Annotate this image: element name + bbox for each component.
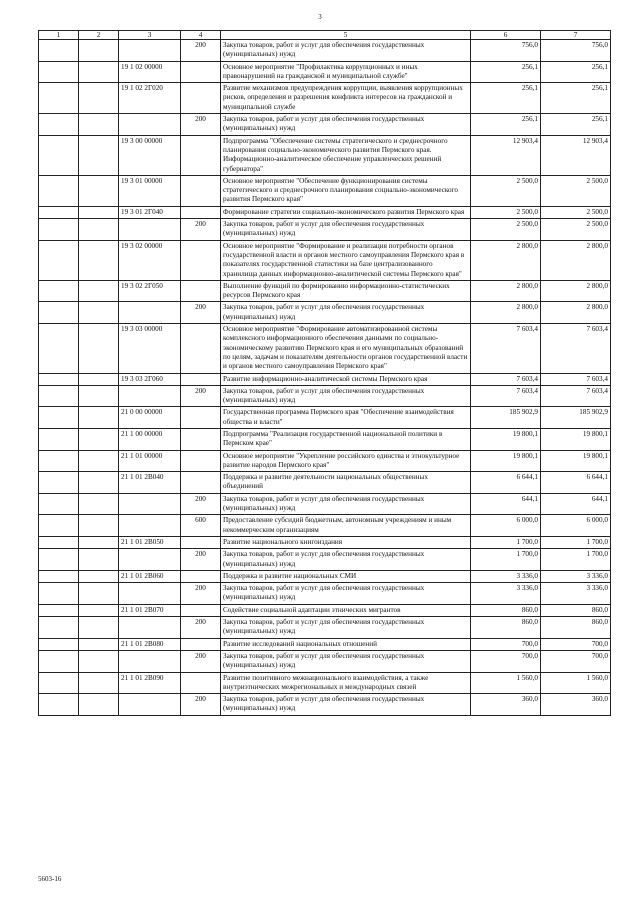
table-row bbox=[39, 515, 611, 537]
cell-amount-col7: 2 800,0 bbox=[541, 280, 611, 302]
cell-col2 bbox=[79, 114, 119, 136]
table-row bbox=[39, 549, 611, 571]
table-row bbox=[39, 206, 611, 218]
table-row bbox=[39, 570, 611, 582]
table-row bbox=[39, 324, 611, 373]
cell-col1 bbox=[39, 219, 79, 241]
cell-name: Закупка товаров, работ и услуг для обеспечения государственных (муниципальных) нужд bbox=[221, 219, 471, 241]
cell-name: Выполнение функций по формированию информационно-статистических ресурсов Пермского края bbox=[221, 280, 471, 302]
cell-col2 bbox=[79, 672, 119, 694]
cell-name: Закупка товаров, работ и услуг для обеспечения государственных (муниципальных) нужд bbox=[221, 583, 471, 605]
column-header: 2 bbox=[79, 31, 119, 40]
cell-col1 bbox=[39, 206, 79, 218]
cell-expense-type: 200 bbox=[181, 549, 221, 571]
cell-col2 bbox=[79, 280, 119, 302]
cell-name: Развитие национального книгоиздания bbox=[221, 536, 471, 548]
cell-col1 bbox=[39, 83, 79, 114]
cell-name: Закупка товаров, работ и услуг для обеспечения государственных (муниципальных) нужд bbox=[221, 114, 471, 136]
cell-col2 bbox=[79, 324, 119, 373]
table-row bbox=[39, 583, 611, 605]
cell-col2 bbox=[79, 617, 119, 639]
cell-col2 bbox=[79, 450, 119, 472]
cell-amount-col6: 3 336,0 bbox=[471, 570, 541, 582]
cell-expense-type bbox=[181, 672, 221, 694]
cell-expense-type: 600 bbox=[181, 515, 221, 537]
cell-amount-col7: 2 500,0 bbox=[541, 175, 611, 206]
cell-expense-type bbox=[181, 240, 221, 280]
cell-col1 bbox=[39, 373, 79, 385]
cell-col1 bbox=[39, 583, 79, 605]
table-row bbox=[39, 373, 611, 385]
table-row bbox=[39, 61, 611, 83]
cell-name: Закупка товаров, работ и услуг для обеспечения государственных (муниципальных) нужд bbox=[221, 40, 471, 62]
cell-amount-col7: 700,0 bbox=[541, 650, 611, 672]
cell-amount-col6: 12 903,4 bbox=[471, 135, 541, 175]
cell-expense-type bbox=[181, 61, 221, 83]
cell-expense-type bbox=[181, 135, 221, 175]
cell-target-code: 19 3 02 00000 bbox=[119, 240, 181, 280]
cell-expense-type bbox=[181, 450, 221, 472]
cell-target-code: 21 1 01 2В040 bbox=[119, 472, 181, 494]
column-header: 7 bbox=[541, 31, 611, 40]
cell-target-code: 19 3 01 00000 bbox=[119, 175, 181, 206]
cell-expense-type: 200 bbox=[181, 493, 221, 515]
table-row bbox=[39, 83, 611, 114]
cell-amount-col7: 2 500,0 bbox=[541, 206, 611, 218]
cell-expense-type bbox=[181, 638, 221, 650]
cell-name: Развитие информационно-аналитической системы Пермского края bbox=[221, 373, 471, 385]
cell-amount-col6: 3 336,0 bbox=[471, 583, 541, 605]
cell-amount-col7: 1 700,0 bbox=[541, 536, 611, 548]
cell-name: Закупка товаров, работ и услуг для обеспечения государственных (муниципальных) нужд bbox=[221, 549, 471, 571]
cell-amount-col6: 6 644,1 bbox=[471, 472, 541, 494]
cell-col2 bbox=[79, 536, 119, 548]
cell-amount-col6: 7 603,4 bbox=[471, 324, 541, 373]
table-row bbox=[39, 175, 611, 206]
cell-expense-type bbox=[181, 604, 221, 616]
cell-amount-col7: 700,0 bbox=[541, 638, 611, 650]
table-row bbox=[39, 604, 611, 616]
table-header-row bbox=[39, 31, 611, 40]
cell-amount-col7: 1 700,0 bbox=[541, 549, 611, 571]
cell-col1 bbox=[39, 40, 79, 62]
table-row bbox=[39, 114, 611, 136]
table-row bbox=[39, 135, 611, 175]
cell-col1 bbox=[39, 61, 79, 83]
cell-col2 bbox=[79, 515, 119, 537]
cell-amount-col6: 256,1 bbox=[471, 114, 541, 136]
budget-table bbox=[38, 30, 611, 716]
cell-amount-col6: 2 800,0 bbox=[471, 280, 541, 302]
cell-amount-col7: 12 903,4 bbox=[541, 135, 611, 175]
table-row bbox=[39, 694, 611, 716]
cell-col2 bbox=[79, 493, 119, 515]
cell-amount-col7: 2 800,0 bbox=[541, 240, 611, 280]
cell-amount-col6: 2 500,0 bbox=[471, 175, 541, 206]
cell-col2 bbox=[79, 302, 119, 324]
table-row bbox=[39, 617, 611, 639]
cell-name: Закупка товаров, работ и услуг для обеспечения государственных (муниципальных) нужд bbox=[221, 385, 471, 407]
cell-amount-col7: 256,1 bbox=[541, 114, 611, 136]
cell-name: Основное мероприятие "Формирование автоматизированной системы комплексного информационного обеспечения данными по социально-экономическому развитию Пермского края и его муниципальных образований по целям, задачам и показателям деятельности органов государственной власти и органов местного самоуправления Пермского края" bbox=[221, 324, 471, 373]
table-row bbox=[39, 672, 611, 694]
cell-target-code bbox=[119, 114, 181, 136]
cell-col1 bbox=[39, 175, 79, 206]
cell-name: Формирование стратегии социально-экономического развития Пермского края bbox=[221, 206, 471, 218]
cell-expense-type bbox=[181, 472, 221, 494]
cell-col1 bbox=[39, 450, 79, 472]
cell-expense-type: 200 bbox=[181, 650, 221, 672]
cell-amount-col7: 756,0 bbox=[541, 40, 611, 62]
cell-amount-col7: 2 500,0 bbox=[541, 219, 611, 241]
cell-col2 bbox=[79, 175, 119, 206]
cell-amount-col7: 2 800,0 bbox=[541, 302, 611, 324]
cell-expense-type bbox=[181, 428, 221, 450]
cell-col2 bbox=[79, 570, 119, 582]
cell-col2 bbox=[79, 604, 119, 616]
table-row bbox=[39, 450, 611, 472]
cell-amount-col7: 3 336,0 bbox=[541, 583, 611, 605]
cell-name: Развитие позитивного межнационального взаимодействия, а также внутриэтнических межрегиональных и международных связей bbox=[221, 672, 471, 694]
cell-amount-col7: 7 603,4 bbox=[541, 385, 611, 407]
cell-expense-type bbox=[181, 324, 221, 373]
cell-col1 bbox=[39, 407, 79, 429]
cell-expense-type bbox=[181, 407, 221, 429]
cell-amount-col6: 860,0 bbox=[471, 617, 541, 639]
cell-col1 bbox=[39, 240, 79, 280]
column-header: 3 bbox=[119, 31, 181, 40]
cell-amount-col7: 360,0 bbox=[541, 694, 611, 716]
cell-col2 bbox=[79, 219, 119, 241]
cell-amount-col6: 256,1 bbox=[471, 83, 541, 114]
cell-col2 bbox=[79, 694, 119, 716]
cell-expense-type: 200 bbox=[181, 40, 221, 62]
cell-amount-col6: 2 500,0 bbox=[471, 206, 541, 218]
cell-target-code bbox=[119, 219, 181, 241]
cell-name: Предоставление субсидий бюджетным, автономным учреждениям и иным некоммерческим организациям bbox=[221, 515, 471, 537]
table-row bbox=[39, 219, 611, 241]
cell-name: Закупка товаров, работ и услуг для обеспечения государственных (муниципальных) нужд bbox=[221, 650, 471, 672]
cell-expense-type: 200 bbox=[181, 385, 221, 407]
cell-amount-col7: 860,0 bbox=[541, 617, 611, 639]
cell-col2 bbox=[79, 428, 119, 450]
cell-col1 bbox=[39, 493, 79, 515]
cell-name: Поддержка и развитие национальных СМИ bbox=[221, 570, 471, 582]
cell-col1 bbox=[39, 604, 79, 616]
cell-name: Основное мероприятие "Укрепление российского единства и этнокультурное развитие народов Пермского края" bbox=[221, 450, 471, 472]
cell-expense-type bbox=[181, 280, 221, 302]
cell-amount-col6: 1 560,0 bbox=[471, 672, 541, 694]
table-row bbox=[39, 493, 611, 515]
cell-amount-col6: 700,0 bbox=[471, 638, 541, 650]
cell-expense-type bbox=[181, 175, 221, 206]
cell-col2 bbox=[79, 40, 119, 62]
column-header: 1 bbox=[39, 31, 79, 40]
cell-amount-col6: 644,1 bbox=[471, 493, 541, 515]
cell-name: Закупка товаров, работ и услуг для обеспечения государственных (муниципальных) нужд bbox=[221, 617, 471, 639]
table-row bbox=[39, 407, 611, 429]
cell-target-code: 19 3 03 2Г060 bbox=[119, 373, 181, 385]
cell-name: Подпрограмма "Реализация государственной национальной политики в Пермском крае" bbox=[221, 428, 471, 450]
cell-target-code: 21 1 01 00000 bbox=[119, 450, 181, 472]
cell-target-code bbox=[119, 385, 181, 407]
cell-amount-col6: 2 800,0 bbox=[471, 240, 541, 280]
cell-col1 bbox=[39, 302, 79, 324]
cell-target-code: 21 1 00 00000 bbox=[119, 428, 181, 450]
cell-col2 bbox=[79, 83, 119, 114]
cell-target-code bbox=[119, 650, 181, 672]
table-row bbox=[39, 280, 611, 302]
cell-target-code bbox=[119, 694, 181, 716]
cell-name: Развитие исследований национальных отношений bbox=[221, 638, 471, 650]
cell-amount-col7: 256,1 bbox=[541, 61, 611, 83]
cell-col2 bbox=[79, 638, 119, 650]
cell-col1 bbox=[39, 694, 79, 716]
cell-amount-col6: 700,0 bbox=[471, 650, 541, 672]
cell-amount-col6: 6 000,0 bbox=[471, 515, 541, 537]
cell-expense-type bbox=[181, 206, 221, 218]
cell-amount-col7: 19 800,1 bbox=[541, 450, 611, 472]
cell-expense-type: 200 bbox=[181, 114, 221, 136]
cell-expense-type: 200 bbox=[181, 219, 221, 241]
cell-name: Закупка товаров, работ и услуг для обеспечения государственных (муниципальных) нужд bbox=[221, 694, 471, 716]
cell-amount-col6: 360,0 bbox=[471, 694, 541, 716]
cell-col1 bbox=[39, 472, 79, 494]
cell-amount-col7: 6 000,0 bbox=[541, 515, 611, 537]
cell-name: Основное мероприятие "Формирование и реализация потребности органов государственной власти и органов местного самоуправления Пермского края в показателях государственной статистики на базе централизованного хранилища данных информационно-аналитической системы Пермского края" bbox=[221, 240, 471, 280]
cell-amount-col6: 185 902,9 bbox=[471, 407, 541, 429]
cell-col1 bbox=[39, 536, 79, 548]
table-row bbox=[39, 240, 611, 280]
cell-amount-col7: 6 644,1 bbox=[541, 472, 611, 494]
cell-col2 bbox=[79, 549, 119, 571]
column-header: 4 bbox=[181, 31, 221, 40]
cell-amount-col6: 256,1 bbox=[471, 61, 541, 83]
cell-name: Государственная программа Пермского края "Обеспечение взаимодействия общества и власти" bbox=[221, 407, 471, 429]
cell-name: Подпрограмма "Обеспечение системы стратегического и среднесрочного планирования социально-экономического развития Пермского края. Информационно-аналитическое обеспечение управленческих решений губернатора" bbox=[221, 135, 471, 175]
cell-col2 bbox=[79, 385, 119, 407]
cell-expense-type: 200 bbox=[181, 694, 221, 716]
cell-amount-col6: 19 800,1 bbox=[471, 428, 541, 450]
cell-amount-col6: 7 603,4 bbox=[471, 385, 541, 407]
cell-name: Развитие механизмов предупреждения коррупции, выявления коррупционных рисков, определения и разрешения конфликта интересов на гражданской и муниципальной службе bbox=[221, 83, 471, 114]
cell-expense-type bbox=[181, 570, 221, 582]
cell-expense-type: 200 bbox=[181, 583, 221, 605]
cell-col2 bbox=[79, 650, 119, 672]
cell-amount-col7: 1 560,0 bbox=[541, 672, 611, 694]
cell-target-code: 19 3 02 2Г050 bbox=[119, 280, 181, 302]
cell-amount-col7: 185 902,9 bbox=[541, 407, 611, 429]
cell-target-code: 21 1 01 2В050 bbox=[119, 536, 181, 548]
cell-target-code: 21 1 01 2В090 bbox=[119, 672, 181, 694]
cell-col1 bbox=[39, 638, 79, 650]
cell-amount-col7: 19 800,1 bbox=[541, 428, 611, 450]
cell-target-code: 21 1 01 2В070 bbox=[119, 604, 181, 616]
cell-col2 bbox=[79, 135, 119, 175]
cell-target-code: 21 0 00 00000 bbox=[119, 407, 181, 429]
cell-col1 bbox=[39, 135, 79, 175]
cell-col1 bbox=[39, 672, 79, 694]
cell-amount-col6: 860,0 bbox=[471, 604, 541, 616]
cell-amount-col6: 2 800,0 bbox=[471, 302, 541, 324]
cell-expense-type: 200 bbox=[181, 302, 221, 324]
cell-amount-col6: 7 603,4 bbox=[471, 373, 541, 385]
cell-target-code bbox=[119, 549, 181, 571]
cell-expense-type bbox=[181, 373, 221, 385]
cell-target-code: 19 3 03 00000 bbox=[119, 324, 181, 373]
cell-target-code bbox=[119, 302, 181, 324]
cell-amount-col6: 756,0 bbox=[471, 40, 541, 62]
cell-col1 bbox=[39, 428, 79, 450]
cell-col1 bbox=[39, 385, 79, 407]
cell-amount-col7: 644,1 bbox=[541, 493, 611, 515]
cell-name: Закупка товаров, работ и услуг для обеспечения государственных (муниципальных) нужд bbox=[221, 493, 471, 515]
cell-target-code bbox=[119, 583, 181, 605]
cell-target-code bbox=[119, 617, 181, 639]
cell-amount-col6: 19 800,1 bbox=[471, 450, 541, 472]
cell-amount-col7: 7 603,4 bbox=[541, 324, 611, 373]
cell-expense-type bbox=[181, 536, 221, 548]
cell-amount-col7: 256,1 bbox=[541, 83, 611, 114]
cell-expense-type bbox=[181, 83, 221, 114]
cell-col1 bbox=[39, 617, 79, 639]
cell-name: Содействие социальной адаптации этнических мигрантов bbox=[221, 604, 471, 616]
cell-target-code bbox=[119, 40, 181, 62]
cell-col1 bbox=[39, 650, 79, 672]
cell-name: Основное мероприятие "Профилактика коррупционных и иных правонарушений на гражданской и муниципальной службе" bbox=[221, 61, 471, 83]
cell-amount-col7: 3 336,0 bbox=[541, 570, 611, 582]
cell-col1 bbox=[39, 549, 79, 571]
cell-col2 bbox=[79, 472, 119, 494]
cell-col2 bbox=[79, 61, 119, 83]
column-header: 6 bbox=[471, 31, 541, 40]
cell-col1 bbox=[39, 114, 79, 136]
table-row bbox=[39, 650, 611, 672]
cell-amount-col6: 2 500,0 bbox=[471, 219, 541, 241]
cell-col2 bbox=[79, 583, 119, 605]
cell-target-code bbox=[119, 515, 181, 537]
cell-col2 bbox=[79, 373, 119, 385]
cell-col2 bbox=[79, 240, 119, 280]
column-header: 5 bbox=[221, 31, 471, 40]
cell-col1 bbox=[39, 280, 79, 302]
table-row bbox=[39, 638, 611, 650]
table-row bbox=[39, 302, 611, 324]
cell-target-code: 19 3 00 00000 bbox=[119, 135, 181, 175]
page-number: 3 bbox=[318, 13, 322, 21]
cell-amount-col7: 860,0 bbox=[541, 604, 611, 616]
cell-expense-type: 200 bbox=[181, 617, 221, 639]
table-row bbox=[39, 536, 611, 548]
cell-target-code: 21 1 01 2В060 bbox=[119, 570, 181, 582]
cell-name: Основное мероприятие "Обеспечение функционирования системы стратегического и среднесрочного планирования социально-экономического развития Пермского края" bbox=[221, 175, 471, 206]
cell-target-code: 21 1 01 2В080 bbox=[119, 638, 181, 650]
cell-name: Поддержка и развитие деятельности национальных общественных объединений bbox=[221, 472, 471, 494]
cell-target-code: 19 1 02 2Г020 bbox=[119, 83, 181, 114]
cell-amount-col6: 1 700,0 bbox=[471, 549, 541, 571]
cell-col1 bbox=[39, 515, 79, 537]
cell-name: Закупка товаров, работ и услуг для обеспечения государственных (муниципальных) нужд bbox=[221, 302, 471, 324]
table-row bbox=[39, 40, 611, 62]
footer-code: 5603-16 bbox=[38, 875, 62, 883]
cell-target-code: 19 3 01 2Г040 bbox=[119, 206, 181, 218]
cell-amount-col7: 7 603,4 bbox=[541, 373, 611, 385]
cell-target-code bbox=[119, 493, 181, 515]
table-row bbox=[39, 472, 611, 494]
cell-target-code: 19 1 02 00000 bbox=[119, 61, 181, 83]
cell-col1 bbox=[39, 324, 79, 373]
cell-amount-col6: 1 700,0 bbox=[471, 536, 541, 548]
cell-col2 bbox=[79, 206, 119, 218]
cell-col2 bbox=[79, 407, 119, 429]
table-row bbox=[39, 385, 611, 407]
table-row bbox=[39, 428, 611, 450]
cell-col1 bbox=[39, 570, 79, 582]
